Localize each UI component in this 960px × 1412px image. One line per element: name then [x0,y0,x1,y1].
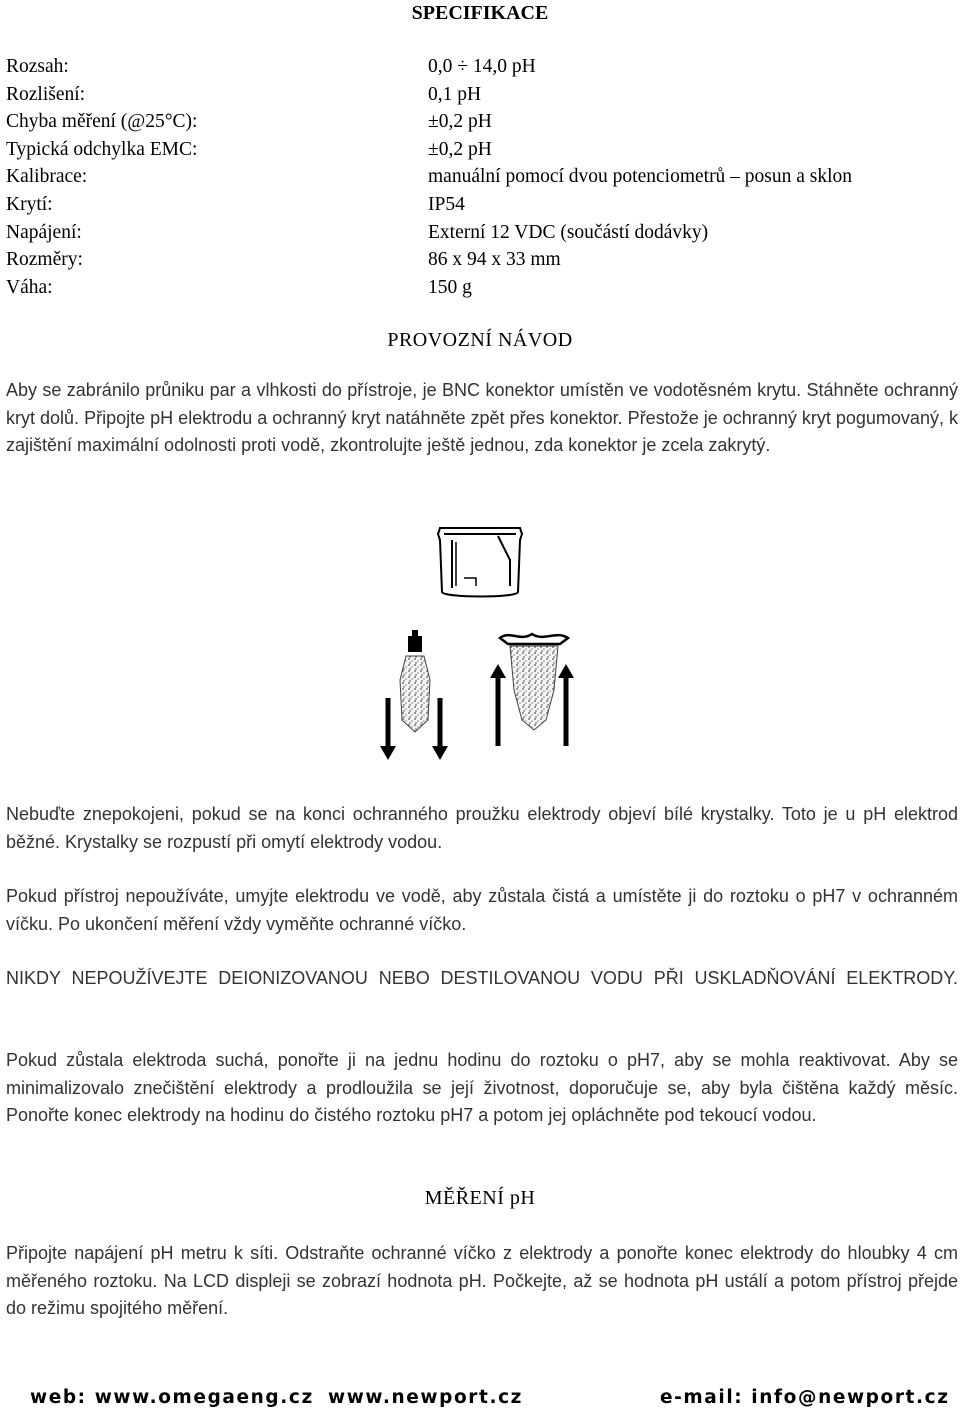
footer-email-link[interactable]: e-mail: info@newport.cz [660,1387,950,1408]
electrode-left-icon [380,630,448,760]
spec-value: ±0,2 pH [428,111,492,133]
provozni-heading: PROVOZNÍ NÁVOD [387,329,573,351]
measuring-paragraph: Připojte napájení pH metru k síti. Odstraňte ochranné víčko z elektrody a ponořte konec elektrody do hloubky 4 cm měřeného roztoku. Na LCD displeji se zobrazí hodnota pH. Počkejte, až se hodnota pH ustálí a potom přístroj přejde do režimu spojitého měření. [6,1243,958,1318]
spec-label: Rozlišení: [6,83,86,105]
spec-label: Kalibrace: [6,166,88,188]
spec-label: Váha: [6,276,53,298]
electrode-right-icon [490,634,574,746]
spec-value: 86 x 94 x 33 mm [428,249,561,271]
spec-row [6,191,960,219]
spec-value: Externí 12 VDC (součástí dodávky) [428,221,709,243]
spec-label: Krytí: [6,193,53,215]
crystals-paragraph: Nebuďte znepokojeni, pokud se na konci ochranného proužku elektrody objeví bílé krystalky. Toto je u pH elektrod běžné. Krystalky se rozpustí při omytí elektrody vodou. [6,804,958,852]
spec-label: Rozsah: [6,56,69,77]
spec-value: manuální pomocí dvou potenciometrů – posun a sklon [428,166,853,188]
spec-label: Napájení: [6,221,82,243]
spec-row [6,108,960,136]
protective-cap-icon [438,528,522,597]
spec-value: 150 g [428,276,472,298]
dry-electrode-paragraph: Pokud zůstala elektroda suchá, ponořte ji na jednu hodinu do roztoku o pH7, aby se mohla reaktivovat. Aby se minimalizovalo znečištění elektrody a prodloužila se její životnost, doporučuje se, aby byla čištěna každý měsíc. Ponořte konec elektrody na hodinu do čistého roztoku pH7 a potom jej opláchněte pod tekoucí vodou. [6,1050,958,1125]
spec-row [6,274,960,302]
spec-value: 0,1 pH [428,83,482,105]
spec-table [6,53,960,301]
spec-row [6,81,960,109]
warning-paragraph: NIKDY NEPOUŽÍVEJTE DEIONIZOVANOU NEBO DESTILOVANOU VODU PŘI USKLADŇOVÁNÍ ELEKTRODY. [6,968,958,988]
footer-web2-link[interactable]: www.newport.cz [328,1387,524,1408]
storage-paragraph: Pokud přístroj nepoužíváte, umyjte elektrodu ve vodě, aby zůstala čistá a umístěte ji do roztoku o pH7 v ochranném víčku. Po ukončení měření vždy vyměňte ochranné víčko. [6,886,958,934]
spec-row [6,246,960,274]
connector-cover-illustration [360,520,600,770]
spec-row [6,53,960,81]
spec-label: Chyba měření (@25°C): [6,111,198,133]
spec-label: Rozměry: [6,249,83,271]
spec-value: 0,0 ÷ 14,0 pH [428,56,536,77]
mereni-heading: MĚŘENÍ pH [424,1187,536,1209]
spec-value: IP54 [428,193,465,215]
spec-row [6,136,960,164]
footer-web-link[interactable]: web: www.omegaeng.cz [30,1387,314,1408]
spec-label: Typická odchylka EMC: [6,138,198,160]
spec-row [6,163,960,191]
spec-heading: SPECIFIKACE [411,2,549,24]
provozni-paragraph: Aby se zabránilo průniku par a vlhkosti do přístroje, je BNC konektor umístěn ve vodotěsném krytu. Stáhněte ochranný kryt dolů. Připojte pH elektrodu a ochranný kryt natáhněte zpět přes konektor. Přestože je ochranný kryt pogumovaný, k zajištění maximální odolnosti proti vodě, zkontrolujte ještě jednou, zda konektor je zcela zakrytý. [6,380,958,455]
spec-row [6,219,960,247]
spec-value: ±0,2 pH [428,138,492,160]
